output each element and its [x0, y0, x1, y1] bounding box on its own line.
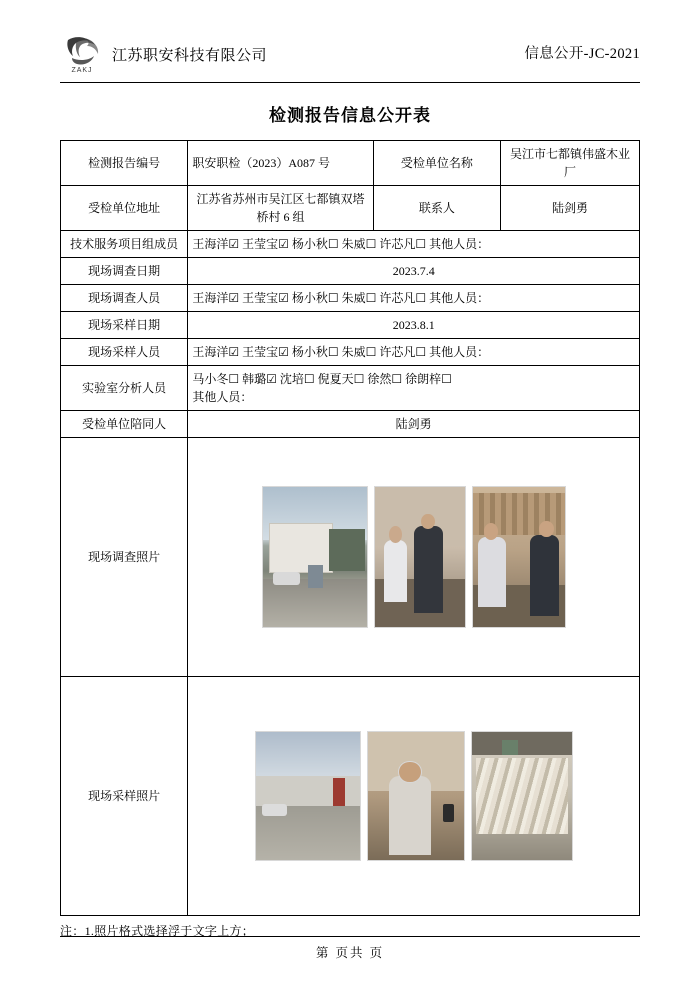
table-row: [61, 312, 640, 339]
report-no-label: 检测报告编号: [61, 141, 188, 186]
table-row: [61, 411, 640, 438]
sampling-date-value: 2023.8.1: [188, 312, 640, 339]
contact-value: 陆剑勇: [501, 186, 640, 231]
survey-date-label: 现场调查日期: [61, 258, 188, 285]
table-row: [61, 366, 640, 411]
lab-person-value: [188, 366, 640, 411]
sampling-date-label: 现场采样日期: [61, 312, 188, 339]
page-header: [60, 28, 640, 80]
accompany-label: 受检单位陪同人: [61, 411, 188, 438]
client-name-label: 受检单位名称: [373, 141, 500, 186]
table-row: [61, 285, 640, 312]
accompany-value: 陆剑勇: [188, 411, 640, 438]
report-no-value: 职安职检（2023）A087 号: [188, 141, 373, 186]
workers-workshop-photo: [472, 486, 566, 628]
survey-photo-strip: [192, 442, 635, 672]
lab-person-label: 实验室分析人员: [61, 366, 188, 411]
info-disclosure-table: [60, 140, 640, 916]
sampling-photo-strip: [192, 681, 635, 911]
page-number: 第 页共 页: [315, 946, 385, 960]
table-row: [61, 186, 640, 231]
sampling-photo-label: 现场采样照片: [61, 677, 188, 916]
lab-person-line-2: 其他人员：: [192, 390, 253, 404]
workers-indoor-photo: [374, 486, 466, 628]
survey-person-value: 王海洋☑ 王莹宝☑ 杨小秋☐ 朱威☐ 许芯凡☐ 其他人员：: [188, 285, 640, 312]
table-row-survey-photos: [61, 438, 640, 677]
company-logo-block: [60, 34, 267, 74]
footer-divider: [60, 936, 640, 937]
team-label: 技术服务项目组成员: [61, 231, 188, 258]
table-row: [61, 141, 640, 186]
sampling-person-value: 王海洋☑ 王莹宝☑ 杨小秋☐ 朱威☐ 许芯凡☐ 其他人员：: [188, 339, 640, 366]
team-value: 王海洋☑ 王莹宝☑ 杨小秋☐ 朱威☐ 许芯凡☐ 其他人员：: [188, 231, 640, 258]
page-title: 检测报告信息公开表: [269, 106, 431, 125]
client-address-label: 受检单位地址: [61, 186, 188, 231]
table-row: [61, 339, 640, 366]
contact-label: 联系人: [373, 186, 500, 231]
svg-text:ZAKJ: ZAKJ: [71, 67, 93, 74]
table-note: 注：1.照片格式选择浮于文字上方；: [60, 924, 255, 938]
table-row: [61, 258, 640, 285]
table-row: [61, 231, 640, 258]
survey-date-value: 2023.7.4: [188, 258, 640, 285]
company-logo-icon: [60, 34, 104, 74]
table-row-sampling-photos: [61, 677, 640, 916]
sampling-photo-cell: [188, 677, 640, 916]
lab-person-line-1: 马小冬☐ 韩璐☑ 沈培☐ 倪夏天☐ 徐然☐ 徐朗梓☐: [192, 372, 452, 386]
survey-photo-label: 现场调查照片: [61, 438, 188, 677]
worker-sampling-photo: [367, 731, 465, 861]
header-divider: [60, 82, 640, 83]
company-name: 江苏职安科技有限公司: [112, 47, 268, 64]
document-code: 信息公开-JC-2021: [524, 46, 640, 62]
board-stack-photo: [471, 731, 573, 861]
client-name-value: 吴江市七都镇伟盛木业厂: [501, 141, 640, 186]
survey-photo-cell: [188, 438, 640, 677]
yard-outdoor-photo: [255, 731, 361, 861]
site-building-photo: [262, 486, 368, 628]
client-address-value: 江苏省苏州市吴江区七都镇双塔桥村 6 组: [188, 186, 373, 231]
sampling-person-label: 现场采样人员: [61, 339, 188, 366]
survey-person-label: 现场调查人员: [61, 285, 188, 312]
